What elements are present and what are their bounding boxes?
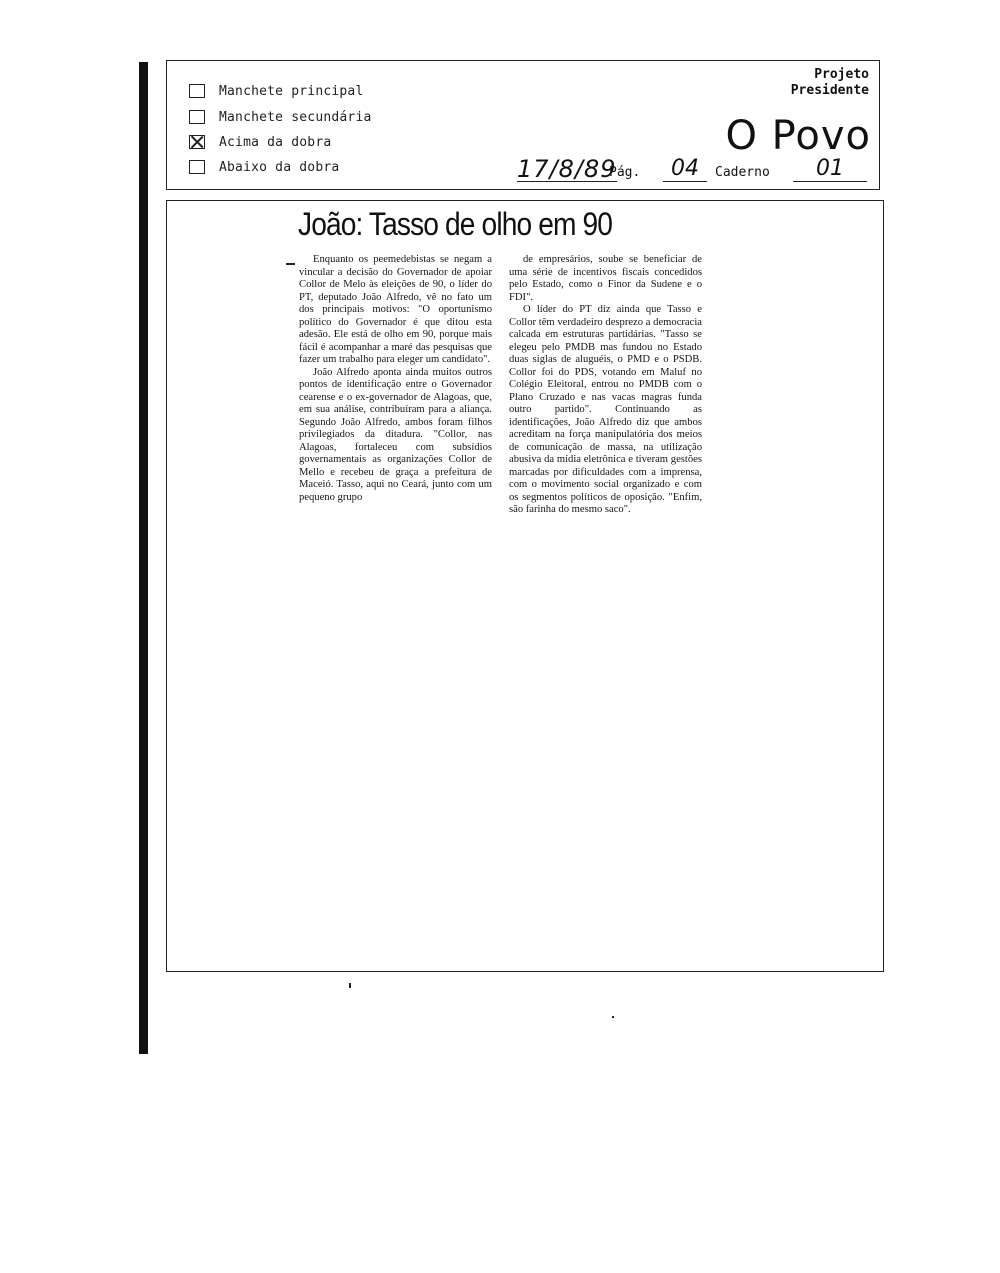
project-label: [791, 67, 869, 99]
checkbox-row-acima-da-dobra[interactable]: [189, 132, 331, 152]
checkbox-checked[interactable]: [189, 135, 205, 149]
checkbox[interactable]: [189, 110, 205, 124]
article-paragraph: de empresários, soube se beneficiar de uma série de incentivos fiscais concedidos pelo Estado, como o Finor da Sudene e o FDI".: [509, 254, 702, 303]
scan-speck: [286, 263, 295, 265]
project-line-1: Projeto: [814, 67, 869, 82]
page-value: 04: [663, 157, 707, 182]
checkbox-label: Abaixo da dobra: [219, 159, 340, 175]
clipping-date: 17/8/89: [517, 155, 617, 183]
section-value: 01: [793, 157, 867, 182]
checkbox-row-manchete-principal[interactable]: [189, 81, 363, 101]
article-paragraph: O líder do PT diz ainda que Tasso e Collor têm verdadeiro desprezo a democracia calcada em estruturas partidárias. "Tasso se elegeu pelo PMDB mas fundou no Estado duas siglas de aluguéis, o PMD e o PSDB. Collor foi do PDS, votando em Maluf no Colégio Eleitoral, entrou no PMDB com o Plano Cruzado e nas vacas magras funda outro partido". Continuando as identificações, João Alfredo diz que ambos acreditam na força manipulatória dos meios de comunicação de massa, na utilização abusiva da mídia eletrônica e tiveram gestões marcadas por dificuldades com a imprensa, com o movimento social organizado e com os segmentos políticos de oposição. "Enfim, são farinha do mesmo saco".: [509, 304, 702, 515]
checkbox-label: Acima da dobra: [219, 134, 332, 150]
checkbox[interactable]: [189, 160, 205, 174]
clipping-header: [166, 60, 880, 190]
checkbox-row-manchete-secundaria[interactable]: [189, 107, 372, 127]
checkbox[interactable]: [189, 84, 205, 98]
article-headline: João: Tasso de olho em 90: [298, 206, 613, 242]
section-label: Caderno: [715, 165, 770, 180]
article-paragraph: João Alfredo aponta ainda muitos outros pontos de identificação entre o Governador cearense e o ex-governador de Alagoas, que, em sua análise, contribuíram para a aliança. Segundo João Alfredo, ambos foram filhos privilegiados da ditadura. "Collor, nas Alagoas, fortaleceu com subsídios governamentais as organizações Collor de Mello e recebeu de graça a prefeitura de Maceió. Tasso, aqui no Ceará, junto com um pequeno grupo: [299, 366, 492, 503]
scan-speck: [612, 1016, 614, 1018]
checkbox-label: Manchete principal: [219, 83, 364, 99]
scan-speck: [349, 983, 351, 988]
article-paragraph: Enquanto os peemedebistas se negam a vincular a decisão do Governador de apoiar Collor de Melo às eleições de 90, o líder do PT, deputado João Alfredo, vê no fato um dos principais motivos: "O oportunismo político do Governador é que ditou esta adesão. Ele está de olho em 90, porque mais fácil é acompanhar a maré das pesquisas que fazer um trabalho para eleger um candidato".: [299, 254, 492, 365]
project-line-2: Presidente: [790, 83, 869, 98]
article-column-1: [299, 254, 492, 504]
scan-edge-bar: [139, 62, 148, 1054]
checkbox-label: Manchete secundária: [219, 109, 372, 125]
article-column-2: [509, 254, 702, 517]
newspaper-name: O Povo: [725, 113, 871, 159]
page-label: Pág.: [609, 165, 641, 180]
checkbox-row-abaixo-da-dobra[interactable]: [189, 157, 339, 177]
